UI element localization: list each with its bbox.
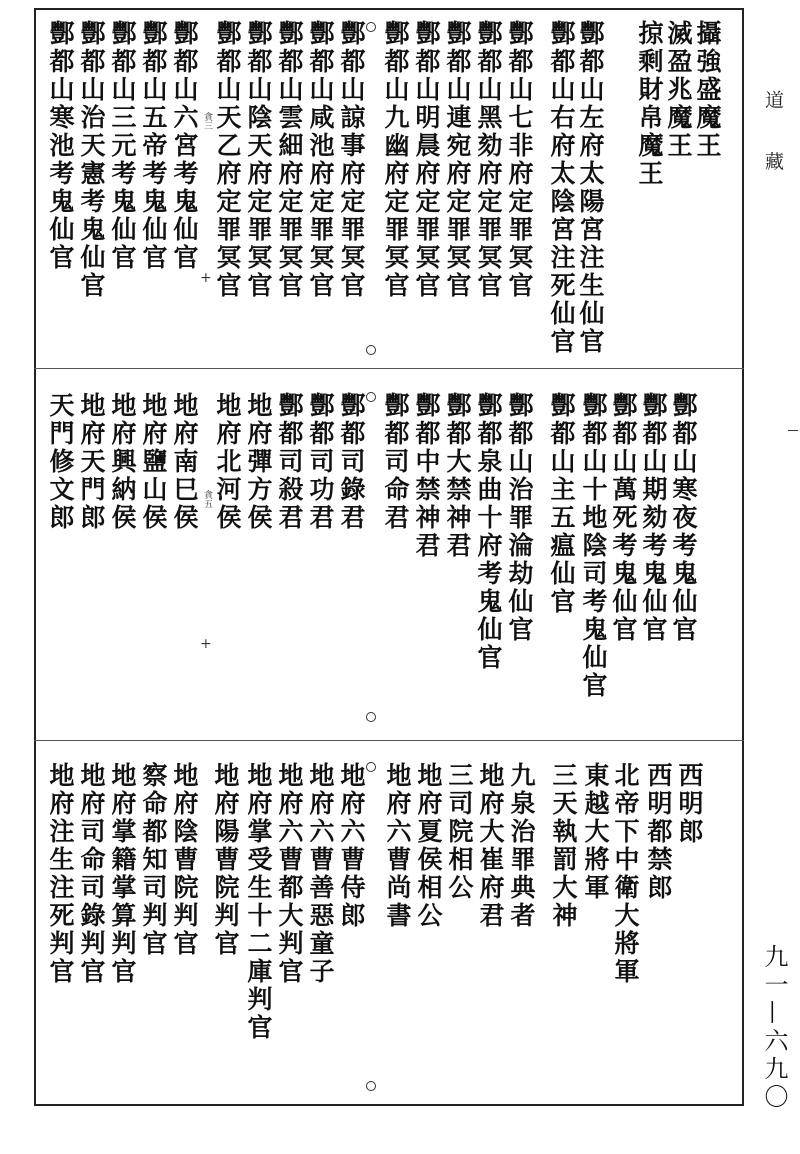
text-column: 北帝下中衛大將軍 — [611, 762, 640, 986]
text-column: 酆都大禁神君 — [443, 392, 472, 560]
text-column: 酆都山諒事府定罪冥官 — [337, 20, 366, 300]
text-column: 地府彈方侯 — [244, 392, 273, 532]
text-column: 酆都泉曲十府考鬼仙官 — [474, 392, 503, 672]
text-column: 酆都山天乙府定罪冥官 — [213, 20, 242, 300]
plus-mark-icon: + — [200, 636, 212, 652]
text-column: 西明郎 — [675, 762, 704, 846]
text-column: 酆都司殺君 — [275, 392, 304, 532]
text-column: 滅盈兆魔王 — [664, 20, 693, 160]
text-column: 酆都山三元考鬼仙官 — [108, 20, 137, 272]
circle-marker-icon — [366, 345, 376, 355]
text-column: 酆都山明晨府定罪冥官 — [412, 20, 441, 300]
text-column: 酆都山黑劾府定罪冥官 — [474, 20, 503, 300]
text-column: 酆都山九幽府定罪冥官 — [381, 20, 410, 300]
text-column: 地府注生注死判官 — [46, 762, 75, 986]
text-column: 酆都山右府太陰宮注死仙官 — [547, 20, 576, 356]
text-column: 東越大將軍 — [581, 762, 610, 902]
text-column: 酆都司功君 — [306, 392, 335, 532]
text-column: 酆都山寒夜考鬼仙官 — [669, 392, 698, 644]
text-column: 地府陽曹院判官 — [211, 762, 240, 958]
text-column: 攝強盛魔王 — [693, 20, 722, 160]
book-title: 道 藏 — [762, 90, 784, 189]
text-column: 酆都山五帝考鬼仙官 — [139, 20, 168, 272]
fold-mark: 貪三 — [202, 112, 212, 130]
text-column: 酆都山寒池考鬼仙官 — [46, 20, 75, 272]
text-column: 酆都中禁神君 — [412, 392, 441, 560]
text-column: 酆都山十地陰司考鬼仙官 — [579, 392, 608, 700]
circle-marker-icon — [366, 712, 376, 722]
text-column: 酆都山雲細府定罪冥官 — [275, 20, 304, 300]
page-number: 九一—六九〇 — [760, 944, 788, 1112]
text-column: 地府掌籍掌算判官 — [108, 762, 137, 986]
text-column: 地府天門郎 — [77, 392, 106, 532]
text-column: 地府六曹善惡童子 — [306, 762, 335, 986]
text-column: 掠剩財帛魔王 — [635, 20, 664, 188]
text-column: 察命都知司判官 — [139, 762, 168, 958]
text-column: 地府陰曹院判官 — [170, 762, 199, 958]
circle-marker-icon — [366, 22, 376, 32]
text-column: 地府六曹尚書 — [383, 762, 412, 930]
text-column: 地府六曹侍郎 — [337, 762, 366, 930]
text-column: 地府北河侯 — [213, 392, 242, 532]
circle-marker-icon — [366, 392, 376, 402]
circle-marker-icon — [366, 1081, 376, 1091]
text-column: 酆都山六宮考鬼仙官 — [170, 20, 199, 272]
text-column: 酆都山主五瘟仙官 — [547, 392, 576, 616]
text-column: 酆都山治罪淪劫仙官 — [505, 392, 534, 644]
text-column: 酆都司錄君 — [337, 392, 366, 532]
text-column: 酆都山連宛府定罪冥官 — [443, 20, 472, 300]
text-column: 三天執罰大神 — [549, 762, 578, 930]
text-column: 酆都山陰天府定罪冥官 — [244, 20, 273, 300]
text-column: 九泉治罪典者 — [507, 762, 536, 930]
text-column: 天門修文郎 — [46, 392, 75, 532]
text-column: 酆都山咸池府定罪冥官 — [306, 20, 335, 300]
section-divider-1 — [34, 368, 744, 369]
text-column: 地府大崔府君 — [476, 762, 505, 930]
text-column: 酆都司命君 — [381, 392, 410, 532]
circle-marker-icon — [366, 762, 376, 772]
text-column: 地府掌受生十二庫判官 — [244, 762, 273, 1042]
text-column: 地府司命司錄判官 — [77, 762, 106, 986]
text-column: 地府興納侯 — [108, 392, 137, 532]
text-column: 地府夏侯相公 — [414, 762, 443, 930]
text-column: 酆都山七非府定罪冥官 — [505, 20, 534, 300]
text-column: 三司院相公 — [445, 762, 474, 902]
text-column: 酆都山治天憲考鬼仙官 — [77, 20, 106, 300]
plus-mark-icon: + — [200, 270, 212, 286]
text-column: 地府六曹都大判官 — [275, 762, 304, 986]
text-column: 地府南巳侯 — [170, 392, 199, 532]
text-column: 西明都禁郎 — [644, 762, 673, 902]
fold-mark: 貪五 — [202, 490, 212, 508]
text-column: 地府鹽山侯 — [139, 392, 168, 532]
section-divider-2 — [34, 740, 744, 741]
text-column: 酆都山左府太陽宮注生仙官 — [576, 20, 605, 356]
text-column: 酆都山期劾考鬼仙官 — [639, 392, 668, 644]
margin-tick — [788, 430, 798, 431]
text-column: 酆都山萬死考鬼仙官 — [609, 392, 638, 644]
